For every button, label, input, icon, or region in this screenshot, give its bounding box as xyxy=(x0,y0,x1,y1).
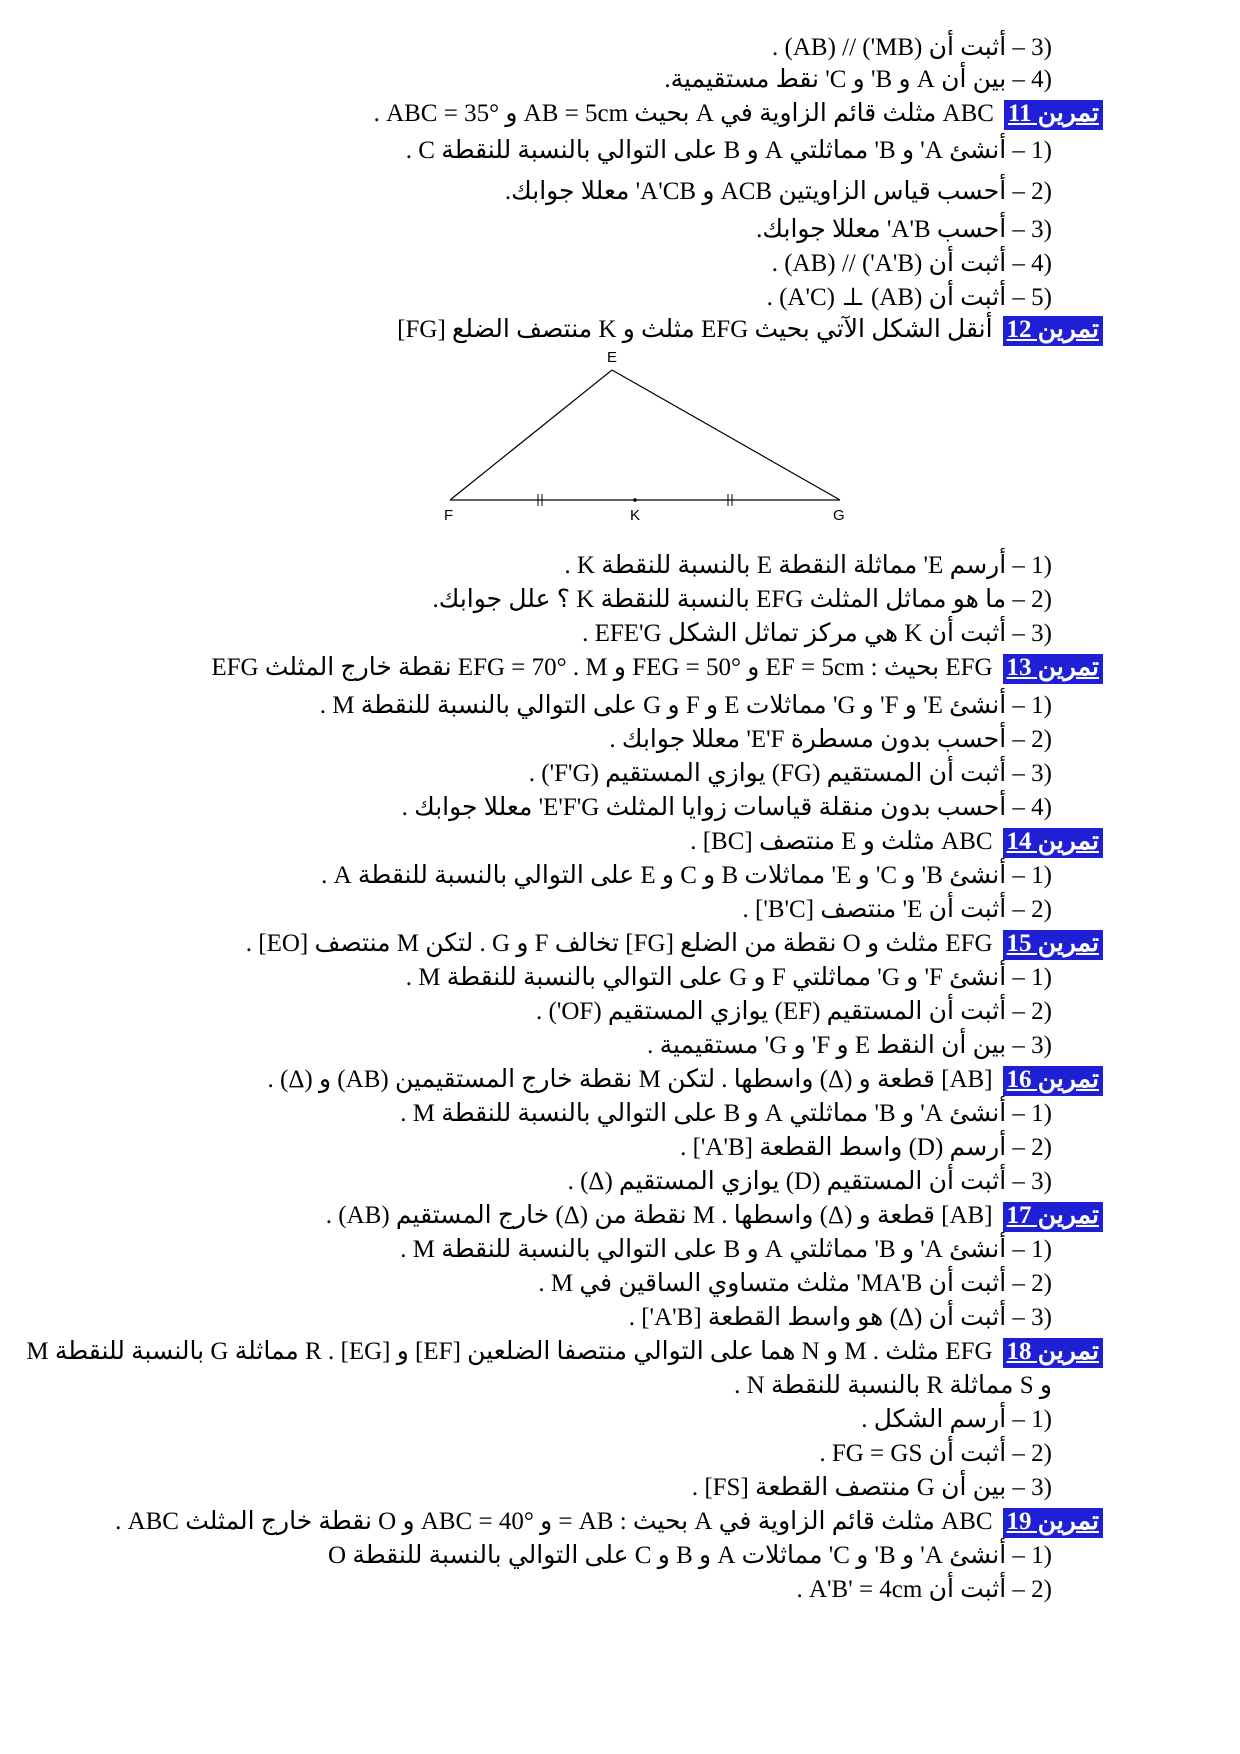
segment-ef xyxy=(450,370,612,500)
exercise-16-line: تمرين 16[AB] قطعة و (Δ) واسطها . لتكن M نقطة خارج المستقيمين (AB) و (Δ) . xyxy=(0,1064,1103,1096)
text-line: (3 – أثبت أن K هي مركز تماثل الشكل EFE'G . xyxy=(582,620,1052,647)
exercise-11-line: تمرين 11ABC مثلث قائم الزاوية في A بحيث AB = 5cm و ABC = 35° . xyxy=(0,98,1103,130)
exercise-badge: تمرين 11 xyxy=(1004,100,1103,130)
text-line: (4 – أثبت أن (A'B') // (AB) . xyxy=(771,250,1052,277)
label-g: G xyxy=(833,507,845,524)
text-line: (5 – أثبت أن (AB) ⊥ (A'C) . xyxy=(766,284,1052,311)
text-line: (1 – أنشئ B' و C' و E' مماثلات B و C و E على التوالي بالنسبة للنقطة A . xyxy=(321,862,1052,889)
exercise-15-line: تمرين 15EFG مثلث و O نقطة من الضلع [FG] تخالف F و G . لتكن M منتصف [EO] . xyxy=(0,928,1103,960)
exercise-12-line: تمرين 12أنقل الشكل الآتي بحيث EFG مثلث و K منتصف الضلع [FG] xyxy=(0,314,1103,346)
exercise-18-line: تمرين 18EFG مثلث . M و N هما على التوالي منتصفا الضلعين [EF] و [EG] . R مماثلة G بالنسبة للنقطة M xyxy=(0,1336,1103,1368)
text-line: (1 – أنشئ A' و B' مماثلتي A و B على التوالي بالنسبة للنقطة C . xyxy=(405,137,1052,164)
text-line: (1 – أنشئ A' و B' مماثلتي A و B على التوالي بالنسبة للنقطة M . xyxy=(400,1100,1052,1127)
exercise-14-line: تمرين 14ABC مثلث و E منتصف [BC] . xyxy=(0,826,1103,858)
label-f: F xyxy=(444,507,454,524)
exercise-badge: تمرين 14 xyxy=(1003,828,1103,858)
triangle-figure xyxy=(440,340,860,540)
exercise-badge: تمرين 16 xyxy=(1003,1066,1103,1096)
text-line: (2 – ما هو مماثل المثلث EFG بالنسبة للنقطة K ؟ علل جوابك. xyxy=(432,586,1052,613)
segment-eg xyxy=(612,370,840,500)
text-line: (1 – أرسم E' مماثلة النقطة E بالنسبة للنقطة K . xyxy=(564,552,1052,579)
text-line: (3 – بين أن النقط E و F' و G' مستقيمية . xyxy=(647,1032,1052,1059)
text-line: (1 – أنشئ A' و B' و C' مماثلات A و B و C على التوالي بالنسبة للنقطة O xyxy=(328,1542,1052,1569)
text-line: (3 – أحسب A'B' معللا جوابك. xyxy=(756,216,1052,243)
exercise-badge: تمرين 12 xyxy=(1003,316,1103,346)
text-line: (2 – أثبت أن E' منتصف [B'C'] . xyxy=(742,896,1052,923)
text-line: (1 – أرسم الشكل . xyxy=(861,1406,1052,1433)
exercise-badge: تمرين 19 xyxy=(1003,1508,1103,1538)
text-line: (2 – أحسب بدون مسطرة E'F' معللا جوابك . xyxy=(609,726,1052,753)
text-line: و S مماثلة R بالنسبة للنقطة N . xyxy=(734,1372,1052,1399)
text-line: (4 – أحسب بدون منقلة قياسات زوايا المثلث E'F'G' معللا جوابك . xyxy=(401,794,1052,821)
exercise-17-line: تمرين 17[AB] قطعة و (Δ) واسطها . M نقطة من (Δ) خارج المستقيم (AB) . xyxy=(0,1200,1103,1232)
text-line: (2 – أثبت أن المستقيم (EF) يوازي المستقيم (OF') . xyxy=(536,998,1052,1025)
text-line: (3 – أثبت أن (MB') // (AB) . xyxy=(772,34,1052,61)
text-line: (3 – أثبت أن (Δ) هو واسط القطعة [A'B'] . xyxy=(628,1304,1052,1331)
text-line: (3 – بين أن G منتصف القطعة [FS] . xyxy=(691,1474,1052,1501)
exercise-badge: تمرين 13 xyxy=(1003,654,1103,684)
text-line: (2 – أحسب قياس الزاويتين ACB و A'CB' معللا جوابك. xyxy=(504,178,1052,205)
label-e: E xyxy=(607,349,618,366)
exercise-13-line: تمرين 13EFG بحيث : EF = 5cm و FEG = 50° و EFG = 70° . M نقطة خارج المثلث EFG xyxy=(0,652,1103,684)
text-line: (2 – أثبت أن FG = GS . xyxy=(819,1440,1052,1467)
text-line: (2 – أثبت أن A'B' = 4cm . xyxy=(796,1576,1052,1603)
label-k: K xyxy=(630,507,641,524)
text-line: (3 – أثبت أن المستقيم (FG) يوازي المستقيم (F'G') . xyxy=(528,760,1052,787)
text-line: (4 – بين أن A و B' و C' نقط مستقيمية. xyxy=(664,66,1052,93)
text-line: (3 – أثبت أن المستقيم (D) يوازي المستقيم (Δ) . xyxy=(567,1168,1052,1195)
exercise-19-line: تمرين 19ABC مثلث قائم الزاوية في A بحيث : AB = و ABC = 40° و O نقطة خارج المثلث ABC . xyxy=(0,1506,1103,1538)
exercise-badge: تمرين 17 xyxy=(1003,1202,1103,1232)
exercise-badge: تمرين 18 xyxy=(1003,1338,1103,1368)
text-line: (1 – أنشئ A' و B' مماثلتي A و B على التوالي بالنسبة للنقطة M . xyxy=(400,1236,1052,1263)
text-line: (2 – أثبت أن MA'B' مثلث متساوي الساقين في M . xyxy=(538,1270,1052,1297)
text-line: (2 – أرسم (D) واسط القطعة [A'B'] . xyxy=(680,1134,1052,1161)
triangle-efg-drawing xyxy=(440,340,860,540)
exercise-badge: تمرين 15 xyxy=(1003,930,1103,960)
text-line: (1 – أنشئ E' و F' و G' مماثلات E و F و G على التوالي بالنسبة للنقطة M . xyxy=(319,692,1052,719)
point-k xyxy=(633,498,637,502)
text-line: (1 – أنشئ F' و G' مماثلتي F و G على التوالي بالنسبة للنقطة M . xyxy=(405,964,1052,991)
